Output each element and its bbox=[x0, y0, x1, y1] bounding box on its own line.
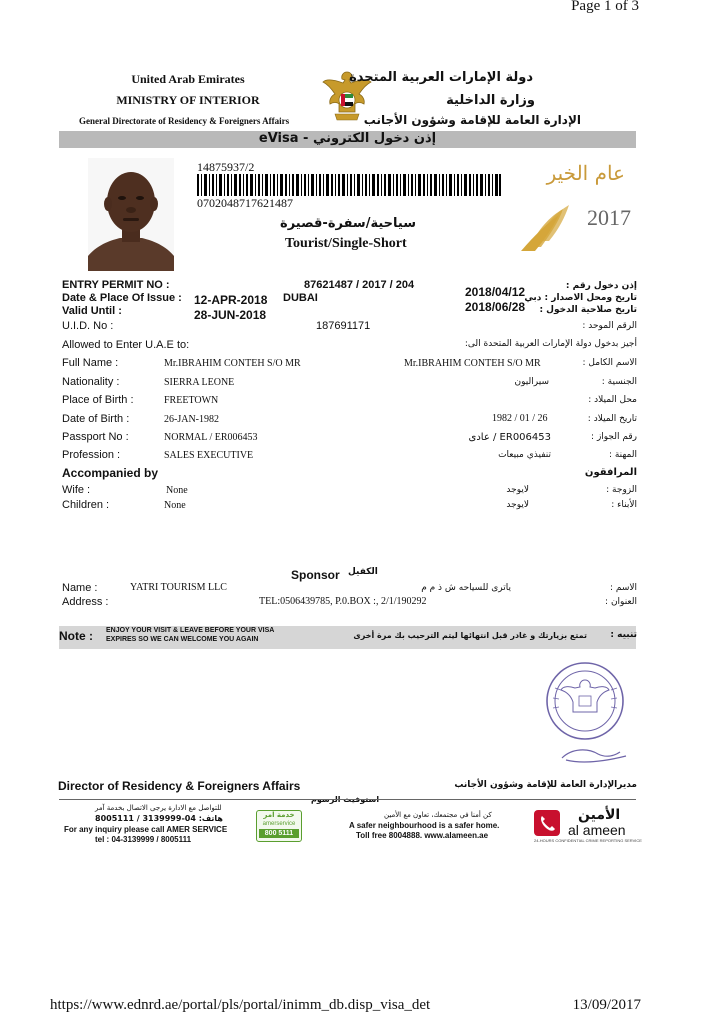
amer-logo-number: 800 5111 bbox=[259, 829, 299, 838]
passport-photo bbox=[88, 158, 174, 271]
profession-value: SALES EXECUTIVE bbox=[164, 450, 254, 461]
place-of-birth-label: Place of Birth : bbox=[62, 394, 134, 406]
nationality-label: Nationality : bbox=[62, 376, 120, 388]
full-name-label-ar: الاسم الكامل : bbox=[582, 358, 637, 368]
permit-no-label: ENTRY PERMIT NO : bbox=[62, 279, 170, 291]
inquiry-en-2: tel : 04-3139999 / 8005111 bbox=[95, 835, 192, 844]
issue-place: DUBAI bbox=[283, 292, 318, 304]
amer-logo-ar: خدمة آمر bbox=[263, 811, 295, 819]
passport-label: Passport No : bbox=[62, 431, 129, 443]
note-text-en-2: EXPIRES SO WE CAN WELCOME YOU AGAIN bbox=[106, 636, 259, 643]
valid-date: 28-JUN-2018 bbox=[194, 308, 267, 322]
alameen-tagline: 24-HOURS CONFIDENTIAL CRIME REPORTING SERVICE bbox=[534, 838, 642, 843]
alameen-ar: كن أمنا في مجتمعك، تعاون مع الأمين bbox=[384, 811, 492, 819]
alameen-logo bbox=[534, 807, 642, 846]
accompanied-title: Accompanied by bbox=[62, 466, 159, 480]
evisa-title-bar bbox=[59, 131, 636, 148]
full-name-value-ar: Mr.IBRAHIM CONTEH S/O MR bbox=[404, 358, 541, 369]
director-title-ar: مديرالإدارة العامة للإقامة وشؤون الأجانب bbox=[454, 780, 637, 790]
barcode-bottom-number: 0702048717621487 bbox=[197, 196, 293, 210]
profession-label-ar: المهنة : bbox=[608, 450, 637, 460]
accompanied-title-ar: المرافقون bbox=[584, 467, 637, 478]
date-of-birth-value: 26-JAN-1982 bbox=[164, 414, 219, 425]
print-date: 13/09/2017 bbox=[572, 997, 641, 1013]
passport-label-ar: رقم الجواز : bbox=[591, 432, 637, 442]
issue-label: Date & Place Of Issue : bbox=[62, 292, 182, 304]
wife-label: Wife : bbox=[62, 484, 91, 496]
permit-no-label-ar: إذن دخول رقم : bbox=[565, 281, 637, 291]
official-stamp bbox=[541, 660, 629, 742]
amer-logo bbox=[256, 810, 302, 842]
allowed-label: Allowed to Enter U.A.E to: bbox=[62, 339, 190, 351]
visa-type-ar: سياحية/سفرة-قصيرة bbox=[280, 216, 416, 231]
note-label: Note : bbox=[59, 629, 93, 643]
uid-label-ar: الرقم الموحد : bbox=[582, 321, 637, 331]
note-label-ar: تنبيه : bbox=[610, 630, 637, 640]
children-value-ar: لايوجد bbox=[506, 500, 529, 510]
issue-date-ar: 2018/04/12 bbox=[465, 285, 526, 299]
issue-label-ar: تاريخ ومحل الاصدار : دبي bbox=[524, 293, 637, 303]
nationality-label-ar: الجنسية : bbox=[601, 377, 637, 387]
year-logo-ar: عام الخير bbox=[546, 161, 625, 185]
sponsor-name-label-ar: الاسم : bbox=[609, 583, 637, 593]
nationality-value: SIERRA LEONE bbox=[164, 377, 235, 388]
children-label-ar: الأبناء : bbox=[611, 500, 637, 510]
children-value: None bbox=[164, 500, 186, 511]
permit-no-value: 87621487 / 2017 / 204 bbox=[304, 279, 415, 291]
valid-label: Valid Until : bbox=[62, 305, 122, 317]
sponsor-title-ar: الكفيل bbox=[348, 567, 378, 577]
inquiry-en-1: For any inquiry please call AMER SERVICE bbox=[64, 825, 228, 834]
barcode-top-number: 14875937/2 bbox=[197, 160, 255, 174]
note-text-ar: تمتع بزيارتك و غادر قبل انتهائها ليتم الترحيب بك مرة أخرى bbox=[353, 631, 587, 640]
directorate-en: General Directorate of Residency & Foreigners Affairs bbox=[79, 116, 290, 126]
country-ar: دولة الإمارات العربية المتحدة bbox=[349, 70, 533, 85]
full-name-value: Mr.IBRAHIM CONTEH S/O MR bbox=[164, 358, 301, 369]
signature bbox=[558, 744, 630, 766]
ministry-ar: وزارة الداخلية bbox=[446, 93, 535, 108]
passport-value-ar: ER006453 / عادى bbox=[468, 432, 551, 443]
sponsor-address-value: TEL:0506439785, P.0.BOX :, 2/1/190292 bbox=[259, 596, 427, 607]
barcode bbox=[197, 174, 501, 196]
alameen-en-2: Toll free 8004888. www.alameen.ae bbox=[356, 831, 489, 840]
issue-date: 12-APR-2018 bbox=[194, 293, 268, 307]
date-of-birth-label-ar: تاريخ الميلاد : bbox=[587, 414, 637, 424]
place-of-birth-label-ar: محل الميلاد : bbox=[588, 395, 637, 405]
alameen-en-1: A safer neighbourhood is a safer home. bbox=[349, 821, 500, 830]
sponsor-name-value: YATRI TOURISM LLC bbox=[130, 582, 227, 593]
country-en: United Arab Emirates bbox=[131, 72, 245, 86]
director-title-en: Director of Residency & Foreigners Affairs bbox=[58, 779, 301, 793]
children-label: Children : bbox=[62, 499, 110, 511]
sponsor-title: Sponsor bbox=[291, 568, 340, 582]
valid-label-ar: تاريخ صلاحية الدخول : bbox=[539, 305, 637, 315]
evisa-title: eVisa - إذن دخول الكتروني bbox=[258, 131, 437, 146]
wife-value-ar: لايوجد bbox=[506, 485, 529, 495]
uid-label: U.I.D. No : bbox=[62, 320, 114, 332]
directorate-ar: الإدارة العامة للإقامة وشؤون الأجانب bbox=[363, 113, 581, 127]
amer-logo-en: amerservice bbox=[262, 821, 296, 827]
wife-value: None bbox=[166, 485, 188, 496]
uid-value: 187691171 bbox=[316, 320, 371, 332]
visa-type-en: Tourist/Single-Short bbox=[285, 236, 407, 251]
page-url: https://www.ednrd.ae/portal/pls/portal/inimm_db.disp_visa_det bbox=[50, 997, 431, 1013]
place-of-birth-value: FREETOWN bbox=[164, 395, 219, 406]
date-of-birth-label: Date of Birth : bbox=[62, 413, 130, 425]
profession-value-ar: تنفيذي مبيعات bbox=[498, 450, 551, 460]
date-of-birth-value-ar: 1982 / 01 / 26 bbox=[492, 413, 548, 424]
sponsor-name-value-ar: ياترى للسياحه ش ذ م م bbox=[421, 583, 511, 593]
footer-divider bbox=[59, 799, 636, 800]
alameen-logo-ar: الأمين bbox=[578, 807, 621, 823]
year-logo-number: 2017 bbox=[587, 205, 631, 230]
alameen-phone-icon bbox=[534, 810, 560, 836]
page-number: Page 1 of 3 bbox=[571, 0, 639, 14]
profession-label: Profession : bbox=[62, 449, 121, 461]
sponsor-name-label: Name : bbox=[62, 582, 98, 594]
passport-value: NORMAL / ER006453 bbox=[164, 432, 258, 443]
allowed-label-ar: أجيز بدخول دولة الإمارات العربية المتحدة الى: bbox=[464, 339, 637, 349]
inquiry-phone-ar: هاتف: 04-3139999 / 8005111 bbox=[95, 814, 223, 823]
sponsor-address-label-ar: العنوان : bbox=[605, 597, 637, 607]
alameen-logo-en: al ameen bbox=[568, 822, 626, 838]
nationality-value-ar: سيراليون bbox=[514, 377, 549, 387]
inquiry-ar: للتواصل مع الادارة يرجى الاتصال بخدمة آمر bbox=[95, 804, 222, 812]
wife-label-ar: الزوجة : bbox=[606, 485, 637, 495]
full-name-label: Full Name : bbox=[62, 357, 119, 369]
year-of-giving-logo bbox=[515, 155, 635, 255]
valid-date-ar: 2018/06/28 bbox=[465, 300, 526, 314]
ministry-en: MINISTRY OF INTERIOR bbox=[116, 93, 260, 107]
note-text-en-1: ENJOY YOUR VISIT & LEAVE BEFORE YOUR VISA bbox=[106, 627, 275, 634]
sponsor-address-label: Address : bbox=[62, 596, 109, 608]
